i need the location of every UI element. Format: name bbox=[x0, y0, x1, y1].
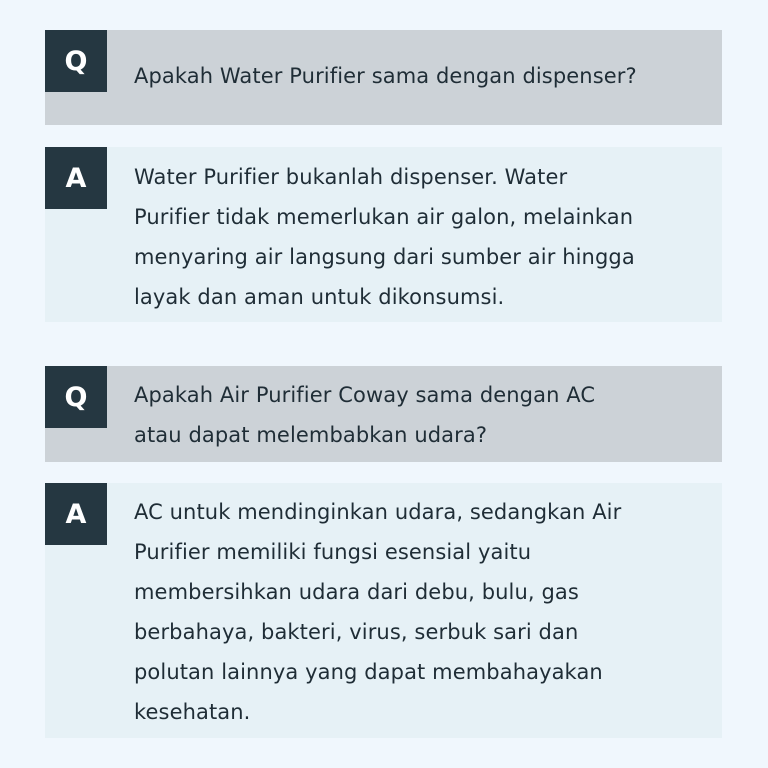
faq-1-answer-line: layak dan aman untuk dikonsumsi. bbox=[134, 285, 505, 309]
faq-1-answer-line: Purifier tidak memerlukan air galon, melainkan bbox=[134, 205, 634, 229]
faq-2-answer-card bbox=[45, 483, 722, 738]
faq-2-answer-text bbox=[134, 492, 698, 732]
faq-1-question-badge: Q bbox=[45, 30, 107, 92]
faq-1-question-line: Apakah Water Purifier sama dengan dispenser? bbox=[134, 64, 637, 88]
faq-2-answer-line: AC untuk mendinginkan udara, sedangkan Air bbox=[134, 500, 622, 524]
faq-2-answer-line: kesehatan. bbox=[134, 700, 251, 724]
faq-2-question-badge: Q bbox=[45, 366, 107, 428]
faq-2-answer-line: polutan lainnya yang dapat membahayakan bbox=[134, 660, 603, 684]
faq-2-answer-line: membersihkan udara dari debu, bulu, gas bbox=[134, 580, 579, 604]
faq-1-answer-line: menyaring air langsung dari sumber air hingga bbox=[134, 245, 635, 269]
faq-1-answer-line: Water Purifier bukanlah dispenser. Water bbox=[134, 165, 568, 189]
faq-1-answer-text bbox=[134, 157, 698, 317]
faq-2-question-text bbox=[134, 375, 698, 455]
faq-1-question-card bbox=[45, 30, 722, 125]
faq-2-question-card bbox=[45, 366, 722, 462]
faq-1-answer-badge: A bbox=[45, 147, 107, 209]
faq-2-answer-line: berbahaya, bakteri, virus, serbuk sari dan bbox=[134, 620, 579, 644]
faq-1-question-text bbox=[134, 56, 698, 96]
faq-1-answer-card bbox=[45, 147, 722, 322]
faq-2-answer-badge: A bbox=[45, 483, 107, 545]
faq-2-answer-line: Purifier memiliki fungsi esensial yaitu bbox=[134, 540, 532, 564]
faq-2-question-line: Apakah Air Purifier Coway sama dengan AC bbox=[134, 383, 596, 407]
faq-2-question-line: atau dapat melembabkan udara? bbox=[134, 423, 488, 447]
